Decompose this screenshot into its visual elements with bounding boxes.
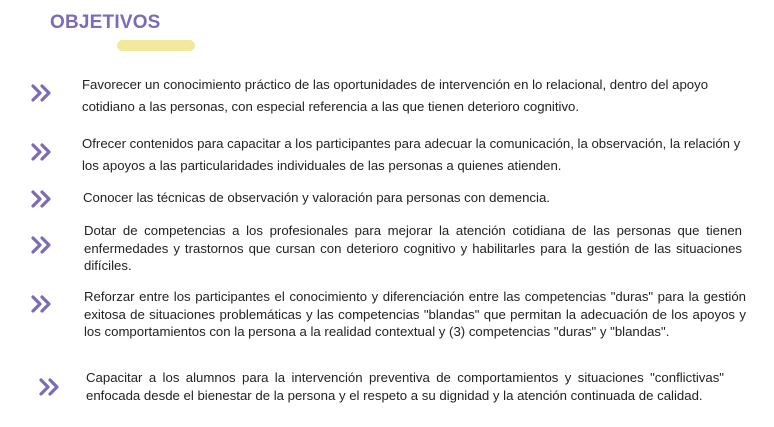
double-chevron-right-icon xyxy=(30,295,60,313)
objective-text: Ofrecer contenidos para capacitar a los participantes para adecuar la comunicación, la observación, la relación y los apoyos a las particularidades individuales de las personas a quienes atienden. xyxy=(82,136,741,173)
objective-text: Favorecer un conocimiento práctico de las oportunidades de intervención en lo relacional, dentro del apoyo cotidiano a las personas, con especial referencia a las que tienen deterioro cognitivo. xyxy=(82,77,709,114)
double-chevron-right-icon xyxy=(30,190,60,208)
list-item xyxy=(30,74,756,118)
double-chevron-right-icon xyxy=(38,378,68,396)
double-chevron-right-icon xyxy=(30,236,60,254)
list-item xyxy=(30,222,756,276)
double-chevron-right-icon xyxy=(30,143,60,161)
page-title: OBJETIVOS xyxy=(50,12,161,33)
objective-text: Reforzar entre los participantes el conocimiento y diferenciación entre las competencias "duras" para la gestión exitosa de situaciones problemáticas y las competencias "blandas" que permitan la adecuación de los apoyos y los comportamientos con la persona a la realidad contextual y (3) competencias "duras" y "blandas". xyxy=(84,289,746,339)
list-item xyxy=(30,288,756,360)
list-item xyxy=(30,187,756,209)
objective-text: Capacitar a los alumnos para la intervención preventiva de comportamientos y situaciones "conflictivas" enfocada desde el bienestar de la persona y el respeto a su dignidad y la atención continuada de calidad. xyxy=(86,370,724,403)
double-chevron-right-icon xyxy=(30,84,60,102)
objective-text: Conocer las técnicas de observación y valoración para personas con demencia. xyxy=(83,190,550,205)
title-highlight-bar xyxy=(117,40,195,51)
list-item xyxy=(30,369,756,405)
list-item xyxy=(30,133,756,177)
objective-text: Dotar de competencias a los profesionales para mejorar la atención cotidiana de las personas que tienen enfermedades y trastornos que cursan con deterioro cognitivo y habilitarles para la gestión de las situaciones difíciles. xyxy=(84,223,742,273)
